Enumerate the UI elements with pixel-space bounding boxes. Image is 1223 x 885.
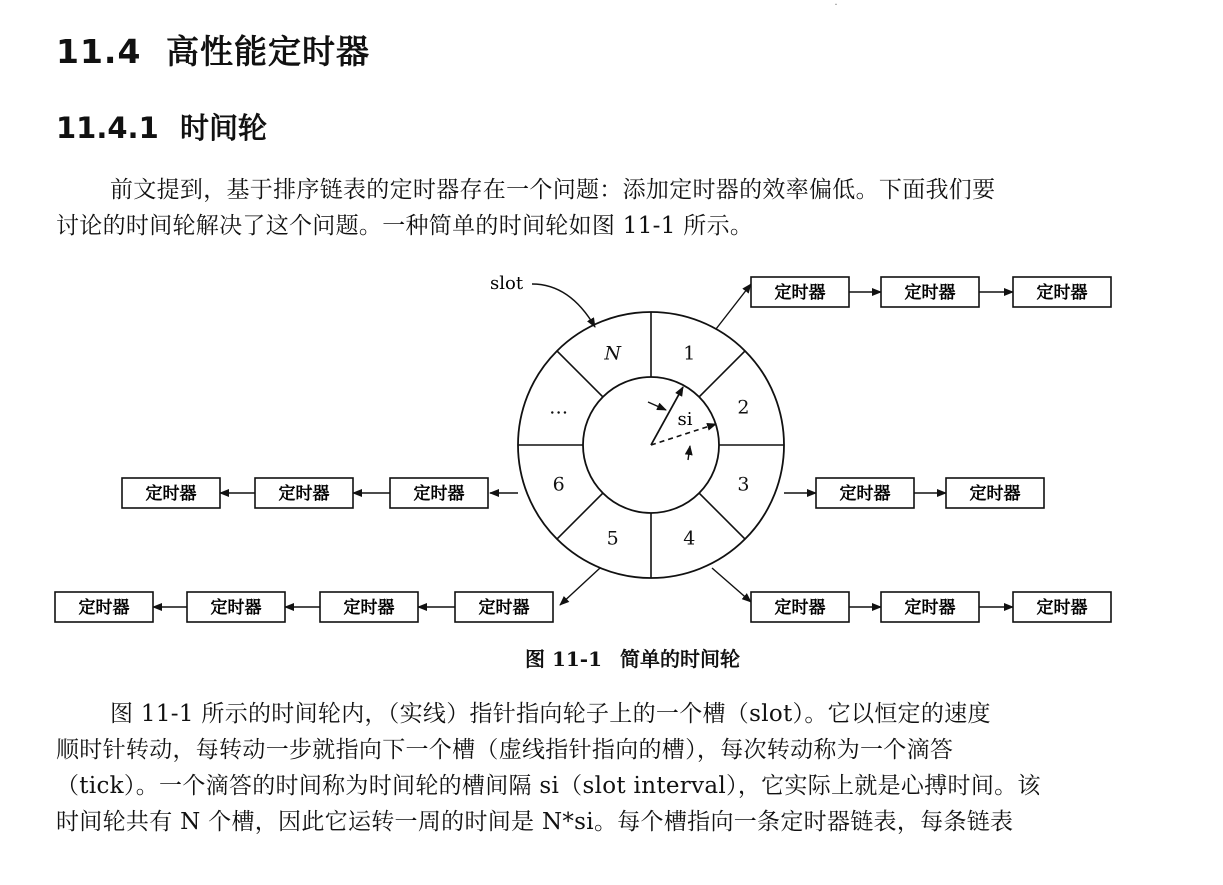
explanation-line-2: 顺时针转动，每转动一步就指向下一个槽（虚线指针指向的槽），每次转动称为一个滴答 [56, 737, 954, 763]
wheel-spoke [699, 493, 745, 539]
slot-arrow [532, 284, 595, 327]
slot-label: slot [490, 273, 524, 294]
slot4-timer-3-label: 定时器 [1036, 598, 1088, 618]
intro-line-2: 讨论的时间轮解决了这个问题。一种简单的时间轮如图 11-1 所示。 [56, 213, 754, 239]
slot-8-label: … [549, 396, 569, 419]
explanation-line-1: 图 11-1 所示的时间轮内，（实线）指针指向轮子上的一个槽（slot）。它以恒定的速度 [110, 701, 991, 727]
slot1-connector [716, 284, 751, 329]
slot5-timer-3-label: 定时器 [210, 598, 262, 618]
subsection-title: 时间轮 [180, 111, 268, 145]
slot4-timer-2-label: 定时器 [904, 598, 956, 618]
wheel-spoke [699, 351, 745, 397]
explanation-paragraph [56, 696, 1146, 840]
wheel-spoke [557, 351, 603, 397]
slot-4-label: 3 [737, 473, 750, 496]
intro-paragraph [56, 172, 1146, 244]
slot5-timer-1-label: 定时器 [478, 598, 530, 618]
scan-mark: ˙ [833, 2, 839, 16]
wheel-spoke [557, 493, 603, 539]
slot-7-label: 6 [552, 473, 565, 496]
slot-1-label: N [604, 342, 622, 365]
explanation-line-4: 时间轮共有 N 个槽，因此它运转一周的时间是 N*si。每个槽指向一条定时器链表，每条链表 [56, 809, 1014, 835]
slot1-timer-2-label: 定时器 [904, 283, 956, 303]
slot5-connector [560, 568, 600, 605]
figure-caption-number: 图 11-1 [525, 647, 603, 671]
figure-caption-title: 简单的时间轮 [620, 647, 740, 671]
slot3-timer-1-label: 定时器 [839, 484, 891, 504]
section-heading [56, 26, 370, 73]
slot6-timer-2-label: 定时器 [278, 484, 330, 504]
slot5-timer-2-label: 定时器 [343, 598, 395, 618]
slot5-timer-4-label: 定时器 [78, 598, 130, 618]
intro-line-1: 前文提到，基于排序链表的定时器存在一个问题：添加定时器的效率偏低。下面我们要 [110, 177, 996, 203]
slot-5-label: 4 [683, 527, 696, 550]
slot6-timer-3-label: 定时器 [145, 484, 197, 504]
slot6-timer-1-label: 定时器 [413, 484, 465, 504]
figure-caption [525, 643, 740, 672]
explanation-line-3: （tick）。一个滴答的时间称为时间轮的槽间隔 si（slot interval），它实际上就是心搏时间。该 [56, 773, 1041, 799]
slot-6-label: 5 [606, 527, 619, 550]
section-number: 11.4 [56, 32, 142, 71]
slot-3-label: 2 [737, 396, 750, 419]
slot3-timer-2-label: 定时器 [969, 484, 1021, 504]
slot-2-label: 1 [683, 342, 696, 365]
section-title: 高性能定时器 [166, 32, 370, 71]
slot4-connector [712, 568, 751, 602]
slot4-timer-1-label: 定时器 [774, 598, 826, 618]
si-label: si [677, 409, 693, 430]
time-wheel-figure [0, 260, 1223, 640]
subsection-heading [56, 106, 267, 147]
subsection-number: 11.4.1 [56, 111, 159, 145]
slot1-timer-3-label: 定时器 [1036, 283, 1088, 303]
slot1-timer-1-label: 定时器 [774, 283, 826, 303]
